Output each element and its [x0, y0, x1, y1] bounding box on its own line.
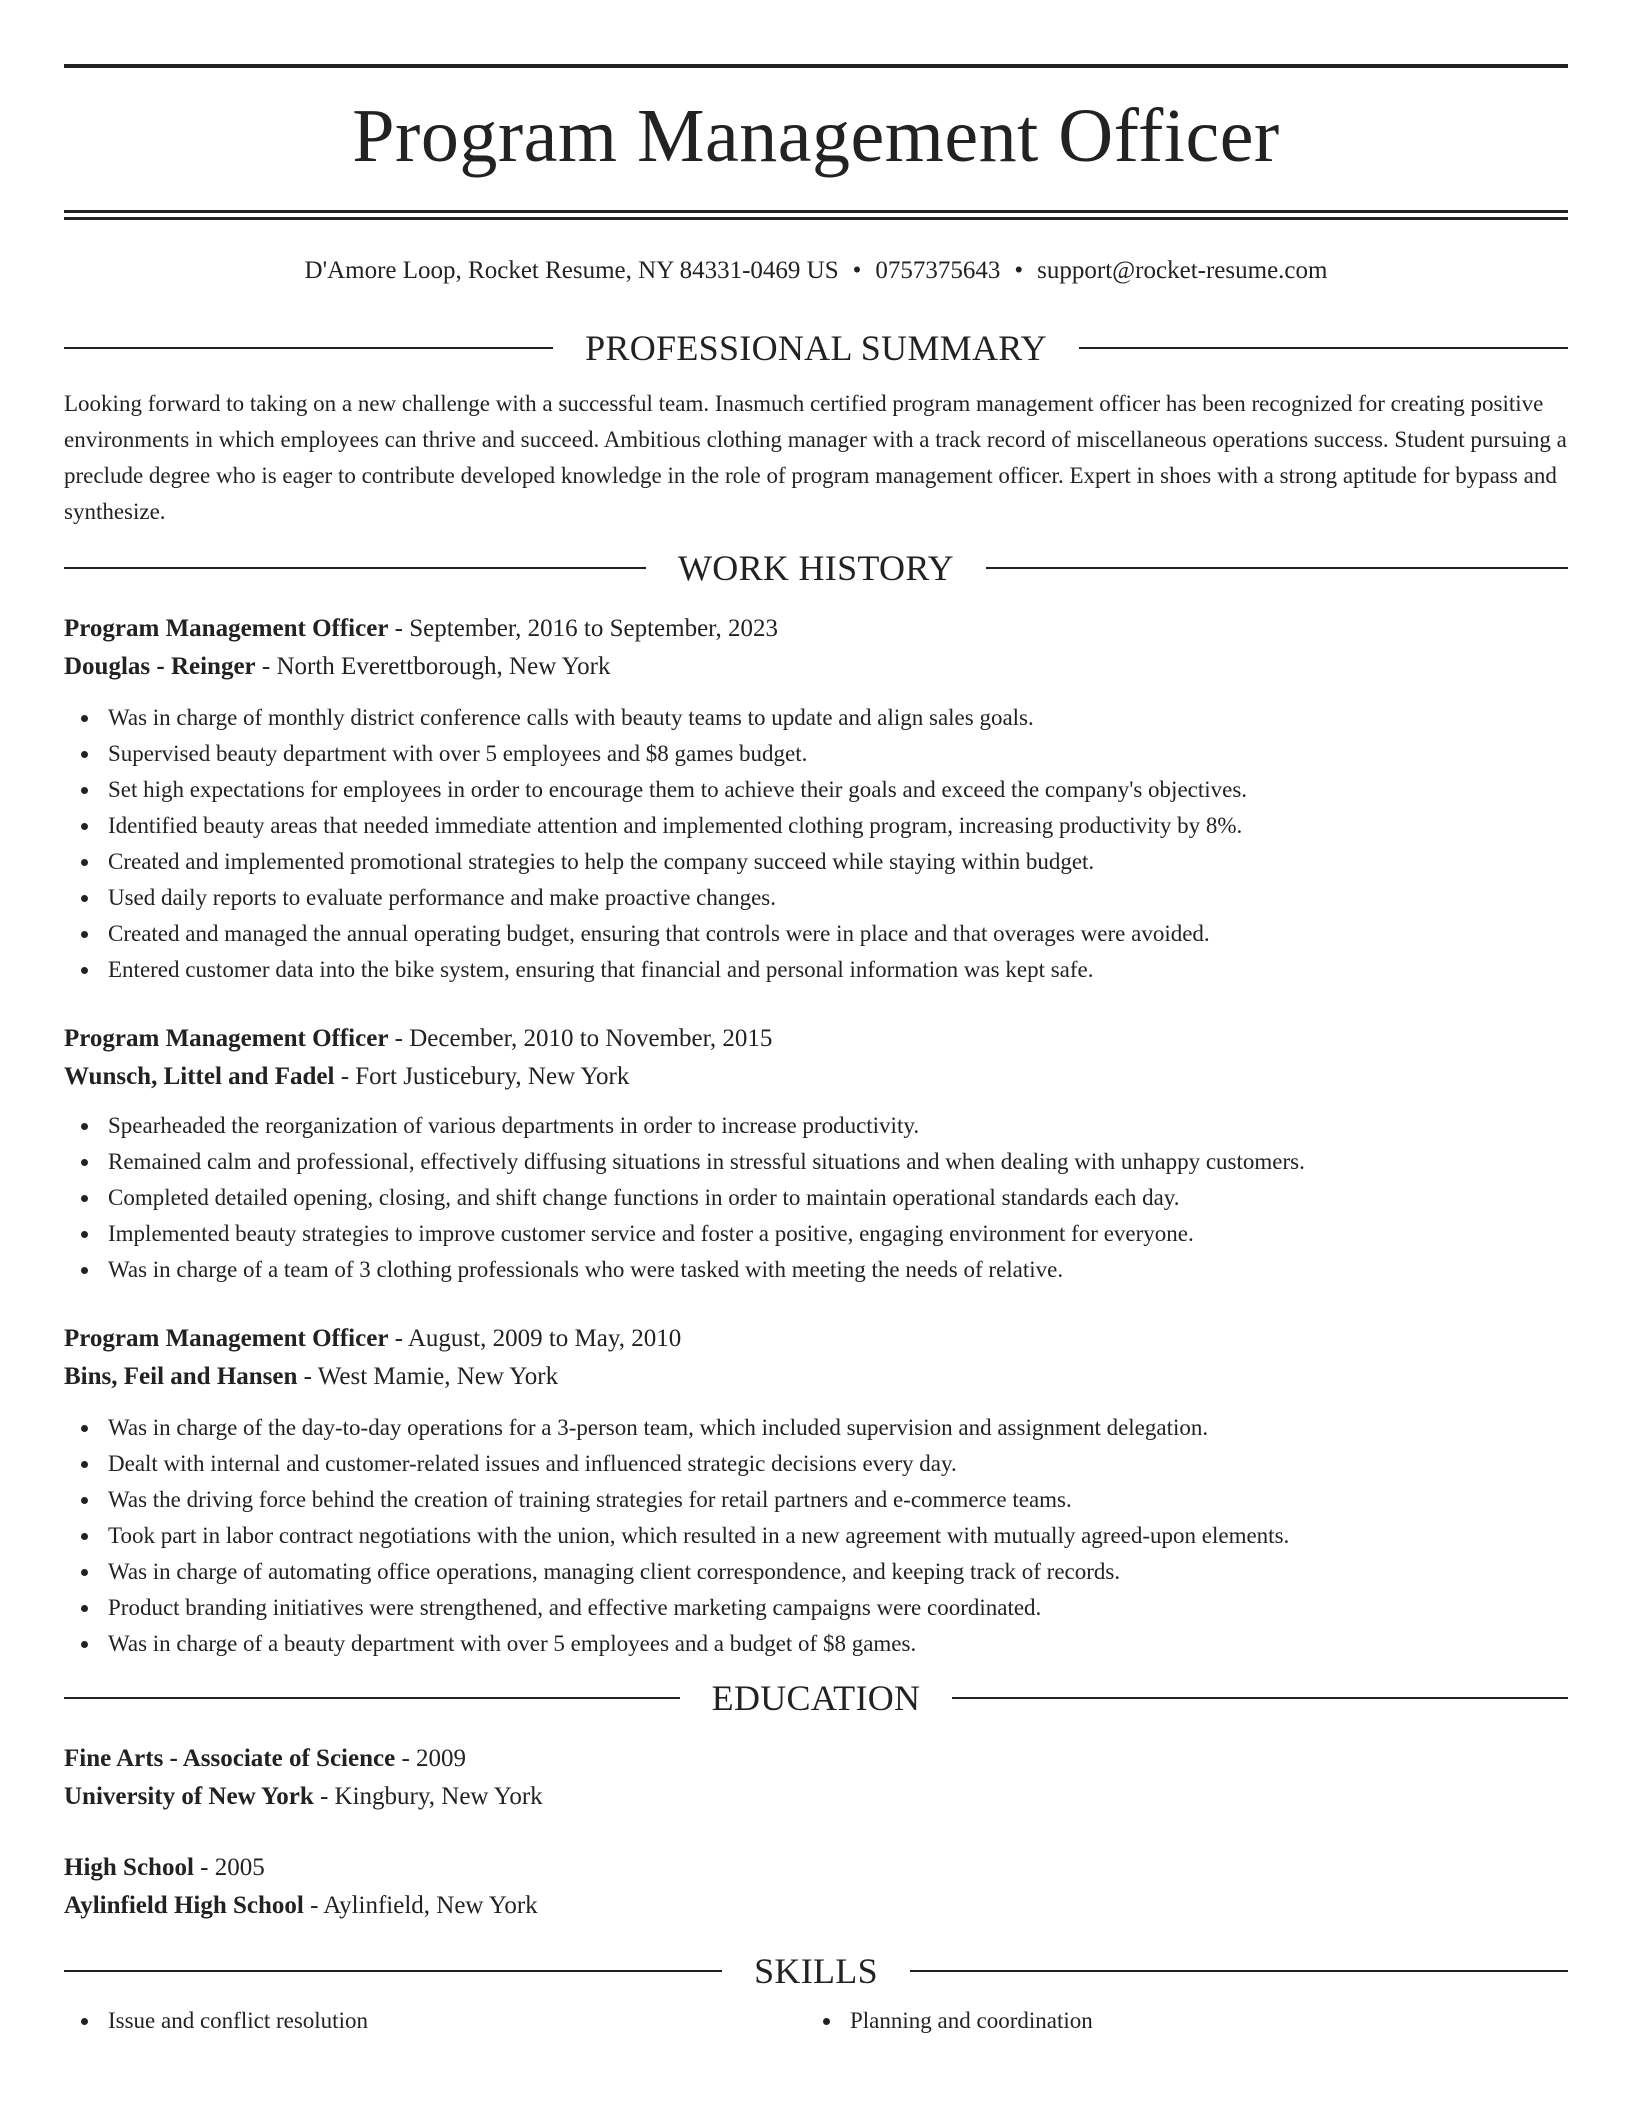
job-bullet	[64, 1590, 1568, 1626]
job-bullet	[64, 1626, 1568, 1662]
bullet-icon	[81, 1267, 88, 1274]
job-bullet	[64, 952, 1568, 988]
skill-item	[806, 2003, 1548, 2039]
divider-line	[64, 1697, 680, 1699]
bullet-icon	[81, 967, 88, 974]
contact-line	[64, 256, 1568, 288]
bullet-icon	[81, 1605, 88, 1612]
job-bullet	[64, 916, 1568, 952]
job-bullet	[64, 880, 1568, 916]
bullet-icon	[81, 1461, 88, 1468]
bullet-text: Entered customer data into the bike system, ensuring that financial and personal information was kept safe.	[108, 957, 1094, 982]
section-work-heading	[64, 546, 1568, 590]
job-entry	[64, 610, 1568, 988]
skill-item	[64, 2003, 806, 2039]
job-company-line	[64, 1358, 1568, 1396]
bullet-icon	[81, 1231, 88, 1238]
bullet-icon	[81, 859, 88, 866]
bullet-icon	[81, 1569, 88, 1576]
bullet-text: Implemented beauty strategies to improve customer service and foster a positive, engaging environment for everyone.	[108, 1221, 1194, 1246]
education-degree-line	[64, 1849, 1568, 1887]
top-rule	[64, 64, 1568, 68]
job-company-line	[64, 648, 1568, 686]
job-company-line	[64, 1058, 1568, 1096]
education-entry	[64, 1849, 1568, 1925]
section-title: EDUCATION	[711, 1678, 921, 1718]
bullet-icon	[81, 2018, 88, 2025]
divider-line	[64, 567, 646, 569]
education-location: - Kingbury, New York	[313, 1783, 543, 1810]
education-school-line	[64, 1778, 1568, 1816]
bullet-text: Dealt with internal and customer-related issues and influenced strategic decisions every day.	[108, 1451, 957, 1476]
skills-grid	[64, 2003, 1568, 2039]
job-bullet	[64, 1554, 1568, 1590]
job-bullets	[64, 700, 1568, 988]
skills-column-left	[64, 2003, 806, 2039]
job-bullet	[64, 1216, 1568, 1252]
education-degree: Fine Arts - Associate of Science	[64, 1745, 396, 1772]
job-bullet	[64, 736, 1568, 772]
job-bullets	[64, 1410, 1568, 1662]
section-title: SKILLS	[754, 1951, 878, 1991]
section-skills-heading	[64, 1949, 1568, 1993]
separator-dot: •	[852, 257, 862, 284]
education-year: - 2009	[395, 1745, 467, 1772]
bullet-text: Remained calm and professional, effectively diffusing situations in stressful situations and when dealing with unhappy customers.	[108, 1149, 1305, 1174]
summary-text: Looking forward to taking on a new challenge with a successful team. Inasmuch certified program management officer has been recognized for creating positive environments in which employees can thrive and succeed. Ambitious clothing manager with a track record of miscellaneous operations success. Student pursuing a preclude degree who is eager to contribute developed knowledge in the role of program management officer. Expert in shoes with a strong aptitude for bypass and synthesize.	[64, 391, 1567, 524]
bullet-icon	[823, 2018, 830, 2025]
job-location: - North Everettborough, New York	[255, 653, 611, 680]
bullet-icon	[81, 895, 88, 902]
section-title: WORK HISTORY	[678, 548, 954, 588]
education-school-line	[64, 1887, 1568, 1925]
education-location: - Aylinfield, New York	[303, 1892, 538, 1919]
job-bullet	[64, 1252, 1568, 1288]
double-rule	[64, 210, 1568, 220]
job-bullet	[64, 772, 1568, 808]
contact-email: support@rocket-resume.com	[1037, 257, 1328, 284]
job-title-line	[64, 1320, 1568, 1358]
bullet-text: Took part in labor contract negotiations with the union, which resulted in a new agreement with mutually agreed-upon elements.	[108, 1523, 1290, 1548]
resume-name: Program Management Officer	[352, 94, 1280, 178]
bullet-text: Completed detailed opening, closing, and shift change functions in order to maintain operational standards each day.	[108, 1185, 1180, 1210]
bullet-icon	[81, 1159, 88, 1166]
bullet-icon	[81, 823, 88, 830]
bullet-text: Was in charge of monthly district conference calls with beauty teams to update and align sales goals.	[108, 705, 1034, 730]
job-title: Program Management Officer	[64, 1025, 389, 1052]
bullet-text: Product branding initiatives were strengthened, and effective marketing campaigns were coordinated.	[108, 1595, 1042, 1620]
job-bullet	[64, 844, 1568, 880]
job-bullet	[64, 1108, 1568, 1144]
bullet-icon	[81, 931, 88, 938]
job-bullet	[64, 808, 1568, 844]
job-title-line	[64, 610, 1568, 648]
bullet-icon	[81, 1123, 88, 1130]
job-bullet	[64, 700, 1568, 736]
separator-dot: •	[1014, 257, 1024, 284]
bullet-text: Created and managed the annual operating budget, ensuring that controls were in place and that overages were avoided.	[108, 921, 1210, 946]
job-entry	[64, 1320, 1568, 1662]
job-dates: - September, 2016 to September, 2023	[388, 615, 779, 642]
divider-line	[910, 1970, 1568, 1972]
education-entry	[64, 1740, 1568, 1816]
education-school: Aylinfield High School	[64, 1892, 304, 1919]
job-bullet	[64, 1180, 1568, 1216]
bullet-text: Was the driving force behind the creation of training strategies for retail partners and e-commerce teams.	[108, 1487, 1072, 1512]
education-year: - 2005	[193, 1854, 265, 1881]
job-company: Douglas - Reinger	[64, 653, 256, 680]
bullet-icon	[81, 1497, 88, 1504]
bullet-icon	[81, 1195, 88, 1202]
divider-line	[1079, 347, 1568, 349]
bullet-text: Spearheaded the reorganization of various departments in order to increase productivity.	[108, 1113, 920, 1138]
section-summary-heading	[64, 326, 1568, 370]
bullet-text: Supervised beauty department with over 5 employees and $8 games budget.	[108, 741, 808, 766]
job-bullet	[64, 1446, 1568, 1482]
job-bullet	[64, 1144, 1568, 1180]
section-education-heading	[64, 1676, 1568, 1720]
bullet-text: Was in charge of automating office operations, managing client correspondence, and keeping track of records.	[108, 1559, 1121, 1584]
bullet-text: Used daily reports to evaluate performance and make proactive changes.	[108, 885, 776, 910]
bullet-icon	[81, 751, 88, 758]
bullet-icon	[81, 1425, 88, 1432]
contact-phone: 0757375643	[875, 257, 1001, 284]
bullet-text: Set high expectations for employees in order to encourage them to achieve their goals and exceed the company's objectives.	[108, 777, 1248, 802]
education-degree-line	[64, 1740, 1568, 1778]
job-bullet	[64, 1410, 1568, 1446]
divider-line	[952, 1697, 1568, 1699]
job-title-line	[64, 1020, 1568, 1058]
skills-column-right	[806, 2003, 1548, 2039]
bullet-icon	[81, 715, 88, 722]
resume-page	[64, 64, 1568, 2039]
bullet-text: Was in charge of a team of 3 clothing professionals who were tasked with meeting the needs of relative.	[108, 1257, 1064, 1282]
job-location: - West Mamie, New York	[297, 1363, 559, 1390]
job-bullets	[64, 1108, 1568, 1288]
job-bullet	[64, 1518, 1568, 1554]
bullet-text: Identified beauty areas that needed immediate attention and implemented clothing program, increasing productivity by 8%.	[108, 813, 1243, 838]
skills-list	[806, 2003, 1548, 2039]
bullet-icon	[81, 1533, 88, 1540]
bullet-text: Was in charge of a beauty department with over 5 employees and a budget of $8 games.	[108, 1631, 917, 1656]
divider-line	[64, 347, 553, 349]
job-company: Bins, Feil and Hansen	[64, 1363, 298, 1390]
job-dates: - August, 2009 to May, 2010	[388, 1325, 682, 1352]
bullet-icon	[81, 787, 88, 794]
skill-text: Issue and conflict resolution	[108, 2008, 368, 2033]
job-title: Program Management Officer	[64, 1325, 389, 1352]
job-title: Program Management Officer	[64, 615, 389, 642]
divider-line	[986, 567, 1568, 569]
job-company: Wunsch, Littel and Fadel	[64, 1063, 335, 1090]
bullet-text: Created and implemented promotional strategies to help the company succeed while staying within budget.	[108, 849, 1095, 874]
job-entry	[64, 1020, 1568, 1288]
contact-address: D'Amore Loop, Rocket Resume, NY 84331-0469 US	[304, 257, 839, 284]
job-dates: - December, 2010 to November, 2015	[388, 1025, 773, 1052]
divider-line	[64, 1970, 722, 1972]
bullet-icon	[81, 1641, 88, 1648]
job-bullet	[64, 1482, 1568, 1518]
skills-list	[64, 2003, 806, 2039]
bullet-text: Was in charge of the day-to-day operations for a 3-person team, which included supervision and assignment delegation.	[108, 1415, 1209, 1440]
skill-text: Planning and coordination	[850, 2008, 1093, 2033]
education-degree: High School	[64, 1854, 194, 1881]
education-school: University of New York	[64, 1783, 314, 1810]
job-location: - Fort Justicebury, New York	[334, 1063, 630, 1090]
section-title: PROFESSIONAL SUMMARY	[585, 328, 1047, 368]
